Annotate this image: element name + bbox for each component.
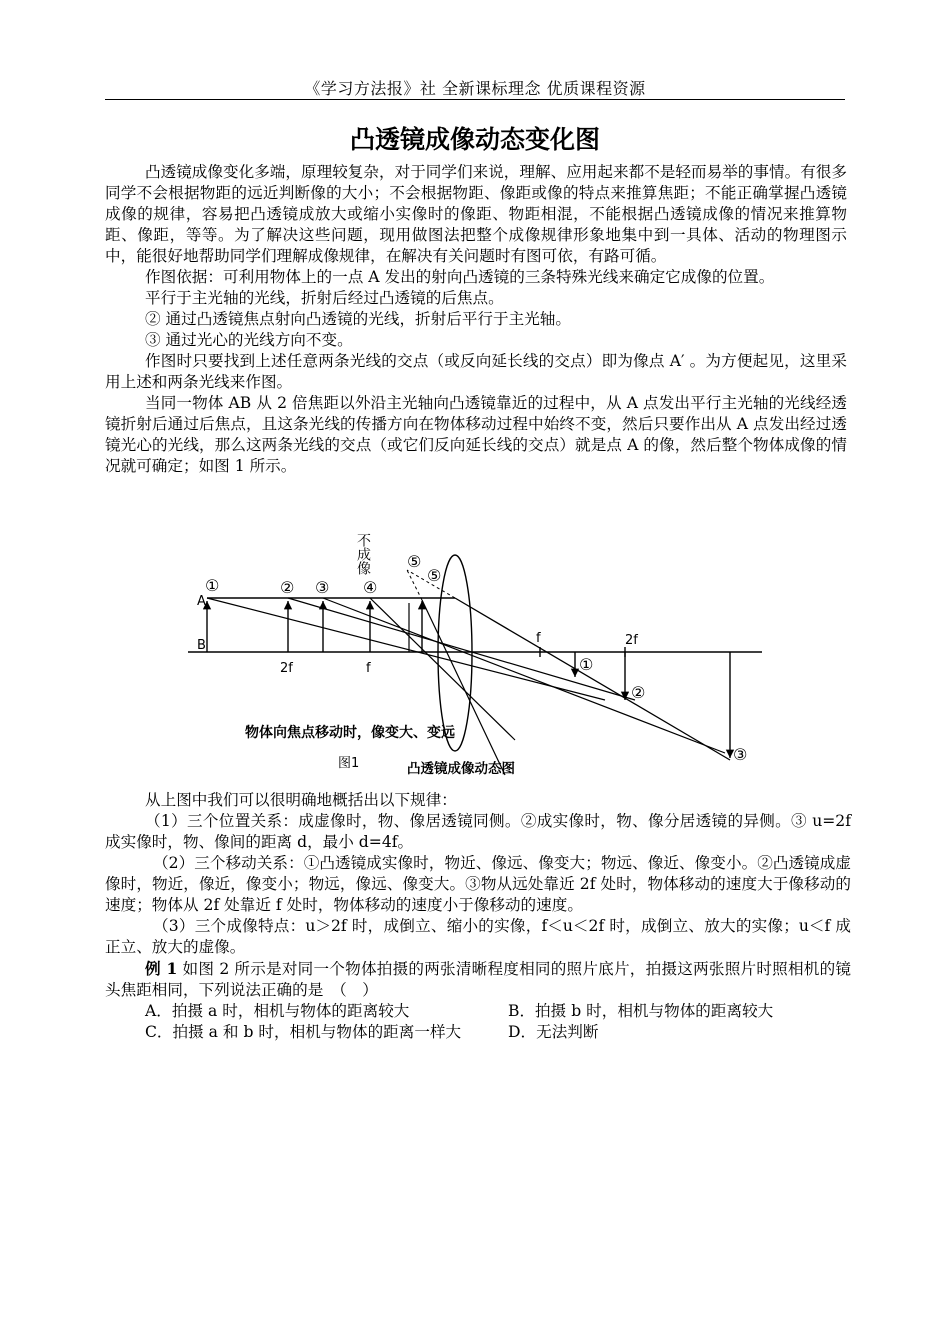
label-B: B	[197, 638, 206, 653]
label-circled-1-obj: ①	[205, 576, 220, 595]
basis-paragraph: 作图依据：可利用物体上的一点 A 发出的射向凸透镜的三条特殊光线来确定它成像的位置。	[145, 268, 775, 286]
caption-object-moving: 物体向焦点移动时，像变大、变远	[245, 725, 455, 741]
label-circled-1-img: ①	[579, 655, 594, 674]
label-f-right: f	[536, 631, 541, 646]
options-row-2	[105, 1022, 851, 1043]
header-rule	[105, 99, 845, 100]
figure-number: 图1	[338, 756, 360, 771]
rules-lead: 从上图中我们可以很明确地概括出以下规律：	[145, 791, 457, 809]
method-paragraph: 作图时只要找到上述任意两条光线的交点（或反向延长线的交点）即为像点 A′ 。为方便起见，这里采用上述和两条光线来作图。	[105, 352, 847, 391]
label-circled-2-img: ②	[631, 683, 646, 702]
ray-rule-1: 平行于主光轴的光线，折射后经过凸透镜的后焦点。	[145, 289, 504, 307]
example-question	[105, 958, 851, 1001]
label-circled-3-img: ③	[733, 745, 748, 764]
label-circled-3-obj: ③	[315, 578, 330, 597]
rule-movement: （2）三个移动关系：①凸透镜成实像时，物近、像远、像变大；物远、像近、像变小。②凸透镜成虚像时，物近，像近，像变小；物远，像远、像变大。③物从远处靠近 2f 处时，物体移动的速度大于像移动的速度；物体从 2f 处靠近 f 处时，物体移动的速度小于像移动的速度。	[105, 854, 852, 914]
label-circled-4-obj: ④	[363, 578, 378, 597]
ray-rule-2: ② 通过凸透镜焦点射向凸透镜的光线，折射后平行于主光轴。	[145, 310, 571, 328]
option-c[interactable]: C．拍摄 a 和 b 时，相机与物体的距离一样大	[145, 1023, 462, 1041]
process-paragraph: 当同一物体 AB 从 2 倍焦距以外沿主光轴向凸透镜靠近的过程中，从 A 点发出平行主光轴的光线经透镜折射后通过后焦点，且这条光线的传播方向在物体移动过程中始终不变，然后只要作出从 A 点发出经过透镜光心的光线，那么这两条光线的交点（或它们反向延长线的交点）就是点 A 的像，然后整个物体成像的情况就可确定；如图 1 所示。	[105, 394, 847, 475]
intro-paragraph: 凸透镜成像变化多端，原理较复杂，对于同学们来说，理解、应用起来都不是轻而易举的事情。有很多同学不会根据物距的远近判断像的大小；不会根据物距、像距或像的特点来推算焦距；不能正确掌握凸透镜成像的规律，容易把凸透镜成放大或缩小实像时的像距、物距相混，不能根据凸透镜成像的情况来推算物距、像距，等等。为了解决这些问题，现用做图法把整个成像规律形象地集中到一具体、活动的物理图示中，能很好地帮助同学们理解成像规律，在解决有关问题时有图可依，有路可循。	[105, 163, 847, 265]
label-2f-left: 2f	[280, 661, 293, 676]
label-f-left: f	[366, 661, 371, 676]
page-header: 《学习方法报》社 全新课标理念 优质课程资源	[304, 79, 646, 98]
ray-rule-3: ③ 通过光心的光线方向不变。	[145, 331, 353, 349]
lens-imaging-figure	[185, 515, 765, 790]
rule-imaging: （3）三个成像特点：u＞2f 时，成倒立、缩小的实像，f＜u＜2f 时，成倒立、放大的实像；u＜f 成正立、放大的虚像。	[105, 917, 851, 956]
label-circled-2-obj: ②	[280, 578, 295, 597]
example-text: 如图 2 所示是对同一个物体拍摄的两张清晰程度相同的照片底片，拍摄这两张照片时照相机的镜头焦距相同，下列说法正确的是 （ ）	[105, 960, 852, 999]
option-b[interactable]: B．拍摄 b 时，相机与物体的距离较大	[508, 1002, 774, 1020]
center-ray-2	[288, 598, 635, 700]
center-ray-5	[422, 600, 505, 775]
article-body	[105, 162, 847, 477]
option-a[interactable]: A．拍摄 a 时，相机与物体的距离较大	[145, 1002, 410, 1020]
label-A: A	[197, 594, 206, 609]
rules-section	[105, 790, 851, 1043]
refracted-ray	[455, 598, 730, 760]
figure-title: 凸透镜成像动态图	[407, 761, 515, 777]
options-row-1	[105, 1001, 851, 1022]
virtual-ext-2	[407, 570, 422, 600]
label-not-image: 不成像	[355, 533, 371, 575]
label-2f-right: 2f	[625, 633, 638, 648]
label-circled-5b-obj: ⑤	[427, 566, 442, 585]
label-circled-5-obj: ⑤	[407, 552, 422, 571]
rule-position: （1）三个位置关系：成虚像时，物、像居透镜同侧。②成实像时，物、像分居透镜的异侧。③ u=2f 成实像时，物、像间的距离 d，最小 d=4f。	[105, 812, 851, 851]
option-d[interactable]: D．无法判断	[508, 1023, 599, 1041]
example-label: 例 1	[145, 959, 178, 978]
center-ray-1	[207, 598, 605, 700]
page-title: 凸透镜成像动态变化图	[349, 125, 600, 154]
